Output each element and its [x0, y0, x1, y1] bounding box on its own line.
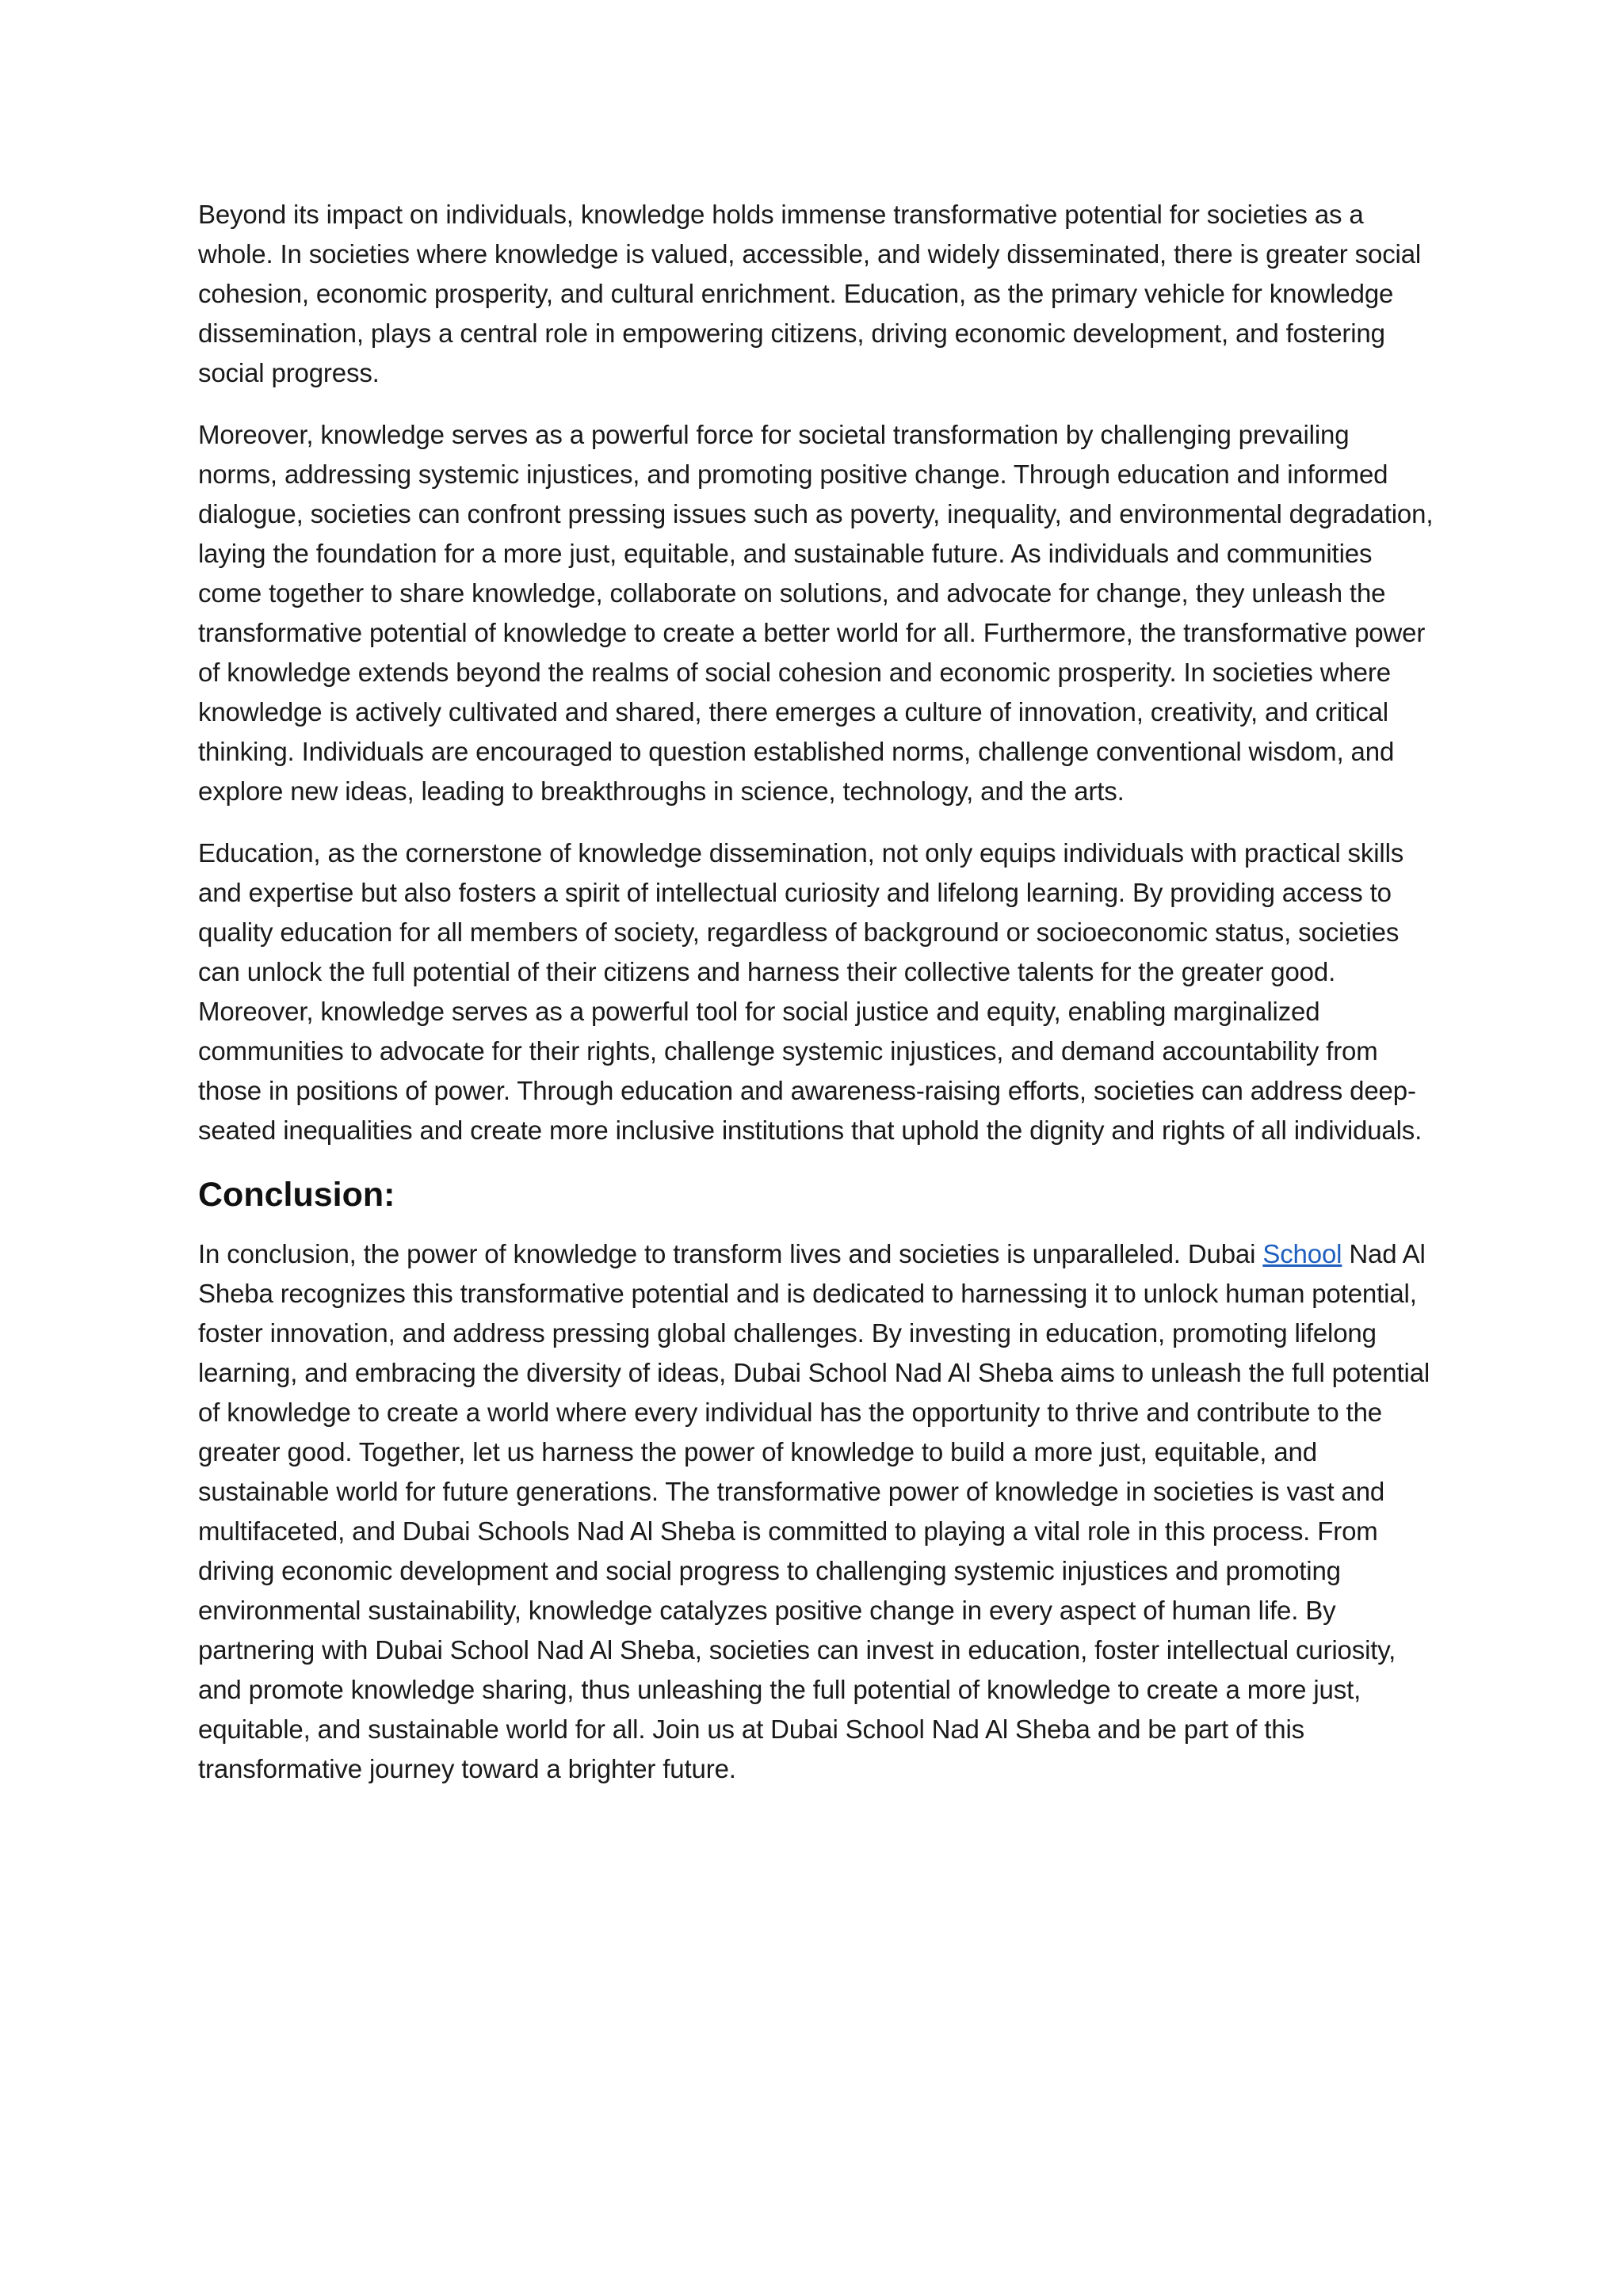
paragraph-societal-potential: Beyond its impact on individuals, knowledge holds immense transformative potential for societies as a whole. In societies where knowledge is valued, accessible, and widely disseminated, there is greater social cohesion, economic prosperity, and cultural enrichment. Education, as the primary vehicle for knowledge dissemination, plays a central role in empowering citizens, driving economic development, and fostering social progress. — [198, 200, 1422, 387]
conclusion-text-end: Nad Al Sheba recognizes this transformative potential and is dedicated to harnessing it to unlock human potential, foster innovation, and address pressing global challenges. By investing in education, promoting lifelong learning, and embracing the diversity of ideas, Dubai School Nad Al Sheba aims to unleash the full potential of knowledge to create a world where every individual has the opportunity to thrive and contribute to the greater good. Together, let us harness the power of knowledge to build a more just, equitable, and sustainable world for future generations. The transformative power of knowledge in societies is vast and multifaceted, and Dubai Schools Nad Al Sheba is committed to playing a vital role in this process. From driving economic development and social progress to challenging systemic injustices and promoting environmental sustainability, knowledge catalyzes positive change in every aspect of human life. By partnering with Dubai School Nad Al Sheba, societies can invest in education, foster intellectual curiosity, and promote knowledge sharing, thus unleashing the full potential of knowledge to create a more just, equitable, and sustainable world for all. Join us at Dubai School Nad Al Sheba and be part of this transformative journey toward a brighter future. — [198, 1239, 1430, 1783]
conclusion-text-start: In conclusion, the power of knowledge to transform lives and societies is unparalleled. Dubai — [198, 1239, 1263, 1268]
document-body — [198, 195, 1434, 1811]
paragraph-education-cornerstone: Education, as the cornerstone of knowledge dissemination, not only equips individuals with practical skills and expertise but also fosters a spirit of intellectual curiosity and lifelong learning. By providing access to quality education for all members of society, regardless of background or socioeconomic status, societies can unlock the full potential of their citizens and harness their collective talents for the greater good. Moreover, knowledge serves as a powerful tool for social justice and equity, enabling marginalized communities to advocate for their rights, challenge systemic injustices, and demand accountability from those in positions of power. Through education and awareness-raising efforts, societies can address deep-seated inequalities and create more inclusive institutions that uphold the dignity and rights of all individuals. — [198, 838, 1423, 1145]
school-link[interactable]: School — [1262, 1239, 1342, 1268]
conclusion-heading: Conclusion: — [198, 1176, 395, 1214]
paragraph-conclusion — [198, 1234, 1434, 1789]
paragraph-societal-transformation: Moreover, knowledge serves as a powerful force for societal transformation by challenging prevailing norms, addressing systemic injustices, and promoting positive change. Through education and informed dialogue, societies can confront pressing issues such as poverty, inequality, and environmental degradation, laying the foundation for a more just, equitable, and sustainable future. As individuals and communities come together to share knowledge, collaborate on solutions, and advocate for change, they unleash the transformative potential of knowledge to create a better world for all. Furthermore, the transformative power of knowledge extends beyond the realms of social cohesion and economic prosperity. In societies where knowledge is actively cultivated and shared, there emerges a culture of innovation, creativity, and critical thinking. Individuals are encouraged to question established norms, challenge conventional wisdom, and explore new ideas, leading to breakthroughs in science, technology, and the arts. — [198, 420, 1434, 806]
